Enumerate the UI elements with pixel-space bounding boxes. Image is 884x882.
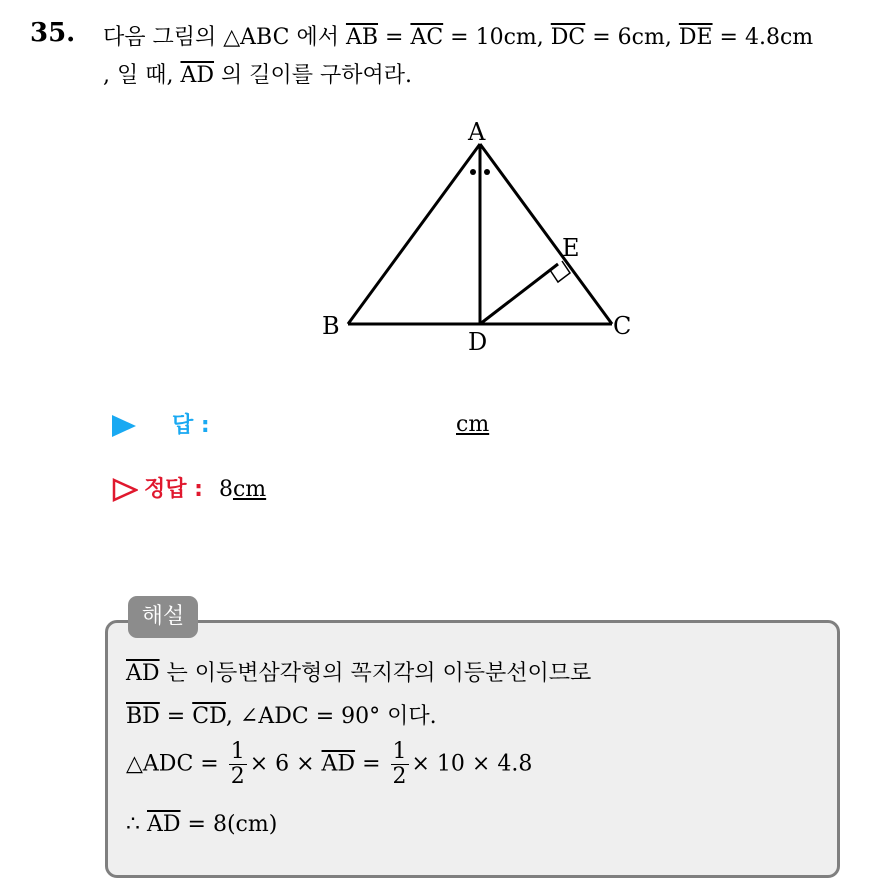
correct-answer-unit: cm	[232, 477, 267, 502]
side-ab	[348, 144, 480, 324]
solution-seg-cd: $\overline{CD}$	[192, 704, 226, 729]
fraction-1-denominator: 2	[230, 764, 245, 789]
segment-ad: $\overline{AD}$	[180, 63, 215, 88]
question-line2-pre: , 일 때,	[103, 63, 181, 88]
solution-line3-post: × 10 × 4.8	[411, 751, 533, 777]
question-val3: = 4.8cm	[712, 25, 814, 50]
answer-unit: cm	[456, 412, 490, 437]
question-text-pre: 다음 그림의 △ABC 에서	[103, 25, 346, 50]
question-val2: = 6cm,	[585, 25, 679, 50]
question-eq: =	[378, 25, 411, 50]
angle-mark-right	[484, 169, 490, 175]
segment-de: $\overline{DE}$	[678, 25, 713, 50]
segment-ac: $\overline{AC}$	[410, 25, 444, 50]
label-e: E	[562, 234, 580, 262]
solution-line3	[126, 740, 532, 789]
solution-line3-mid2: =	[355, 751, 388, 777]
answer-label: 답 :	[172, 413, 210, 438]
question-val1: = 10cm,	[443, 25, 551, 50]
play-arrow-icon	[112, 415, 136, 437]
label-c: C	[613, 312, 632, 340]
fraction-half-1	[229, 740, 247, 789]
solution-line4-post: = 8(cm)	[180, 812, 278, 837]
solution-line4-seg-ad: $\overline{AD}$	[147, 812, 181, 837]
hollow-arrow-icon	[112, 478, 138, 502]
question-line2-post: 의 길이를 구하여라.	[214, 63, 413, 88]
solution-line4-pre: ∴	[126, 812, 147, 837]
side-ac	[480, 144, 612, 324]
fraction-2-numerator: 1	[392, 739, 407, 764]
correct-answer-value: 8	[218, 477, 233, 502]
question-text-line1	[103, 20, 813, 51]
label-a: A	[468, 118, 486, 146]
solution-line4	[126, 812, 277, 837]
solution-seg-ad: $\overline{AD}$	[126, 661, 160, 686]
label-b: B	[322, 312, 340, 340]
correct-answer-label: 정답 :	[144, 477, 203, 502]
segment-de-line	[480, 264, 558, 324]
solution-line3-mid1: × 6 ×	[249, 751, 322, 777]
solution-seg-bd: $\overline{BD}$	[126, 704, 160, 729]
fraction-1-numerator: 1	[230, 739, 245, 764]
solution-line2-text: , ∠ADC = 90° 이다.	[225, 704, 437, 729]
segment-dc: $\overline{DC}$	[550, 25, 586, 50]
question-text-line2	[103, 58, 412, 89]
correct-answer-row	[112, 472, 266, 503]
angle-mark-left	[470, 169, 476, 175]
label-d: D	[468, 328, 488, 356]
segment-ab: $\overline{AB}$	[345, 25, 379, 50]
fraction-2-denominator: 2	[392, 764, 407, 789]
triangle-figure	[300, 110, 660, 370]
solution-line1	[126, 656, 591, 687]
solution-line2-eq: =	[159, 704, 193, 729]
answer-row	[112, 408, 210, 439]
solution-line1-text: 는 이등변삼각형의 꼭지각의 이등분선이므로	[159, 661, 592, 686]
solution-line2	[126, 699, 437, 730]
fraction-half-2	[391, 740, 409, 789]
solution-line3-seg-ad: $\overline{AD}$	[321, 751, 356, 777]
question-number: 35.	[30, 18, 76, 48]
solution-badge: 해설	[128, 596, 198, 638]
solution-line3-pre: △ADC =	[126, 751, 226, 777]
